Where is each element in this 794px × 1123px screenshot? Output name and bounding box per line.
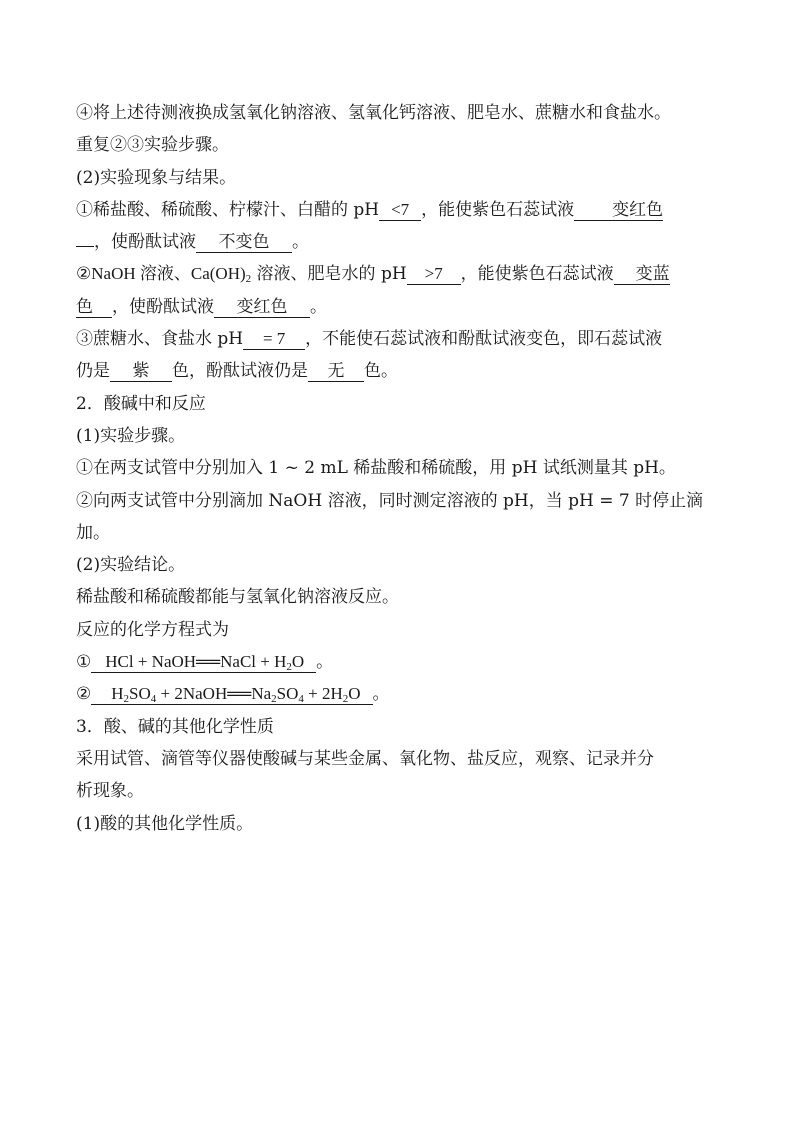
result-neutral-line-2: [76, 355, 726, 387]
equation-text: + 2NaOH══Na: [156, 684, 272, 704]
step-1-line: [76, 452, 726, 484]
text: 3．酸、碱的其他化学性质: [76, 716, 274, 737]
text: 稀盐酸和稀硫酸都能与氢氧化钠溶液反应。: [76, 587, 399, 608]
step-2-line: [76, 485, 726, 517]
subscript: 2: [342, 693, 349, 706]
subscript: 4: [298, 693, 304, 706]
text: 。: [372, 684, 390, 705]
answer-blank: 紫: [110, 361, 172, 382]
text: 。: [316, 652, 334, 673]
heading-acid-properties: [76, 808, 726, 840]
text: 色。: [364, 361, 398, 382]
text: ，能使紫色石蕊试液: [421, 199, 575, 220]
text: (1)实验步骤。: [76, 425, 186, 446]
subscript: 2: [271, 693, 277, 706]
answer-blank: >7: [407, 264, 461, 285]
equation-text: + 2H: [303, 684, 343, 704]
text: ①在两支试管中分别加入 1 ~ 2 mL 稀盐酸和稀硫酸，用 pH 试纸测量其 pH。: [76, 458, 676, 479]
result-neutral-line: [76, 323, 726, 355]
conclusion-line: [76, 581, 726, 613]
answer-blank: 不变色: [196, 232, 292, 253]
text: ②: [76, 684, 92, 705]
answer-blank: 变蓝: [614, 264, 670, 285]
result-bases-line-2: [76, 291, 726, 323]
text: (1)酸的其他化学性质。: [76, 813, 254, 834]
text: 。: [310, 296, 327, 317]
text: ，使酚酞试液: [94, 232, 196, 253]
answer-blank: [91, 652, 316, 673]
text: ③蔗糖水、食盐水 pH: [76, 329, 244, 350]
subscript: 4: [150, 693, 157, 706]
text: 2．酸碱中和反应: [76, 393, 206, 414]
subscript: 2: [286, 661, 292, 674]
text: ，使酚酞试液: [112, 296, 214, 317]
equation-intro: [76, 614, 726, 646]
text: 反应的化学方程式为: [76, 619, 229, 640]
equation-text: H: [111, 684, 124, 704]
text: 。: [292, 232, 309, 253]
text: 采用试管、滴管等仪器使酸碱与某些金属、氧化物、盐反应，观察、记录并分: [76, 748, 654, 769]
answer-blank: [91, 684, 372, 705]
text: 色，酚酞试液仍是: [172, 361, 308, 382]
heading-steps: [76, 420, 726, 452]
answer-blank: [76, 246, 94, 247]
equation-text: SO: [129, 684, 151, 704]
text: ①: [76, 652, 92, 673]
text: ④将上述待测液换成氢氧化钠溶液、氢氧化钙溶液、肥皂水、蔗糖水和食盐水。: [76, 103, 671, 123]
section-heading-other-properties: [76, 711, 726, 743]
text: 溶液、肥皂水的 pH: [251, 264, 407, 285]
subscript: 2: [245, 273, 252, 286]
answer-blank: 色: [76, 297, 112, 318]
text: (2)实验结论。: [76, 555, 186, 576]
method-line-cont: [76, 775, 726, 807]
method-line: [76, 743, 726, 775]
subscript: 2: [123, 693, 130, 706]
text: 析现象。: [76, 781, 144, 802]
text: ②NaOH 溶液、Ca(OH): [76, 264, 246, 284]
text: 重复②③实验步骤。: [76, 135, 229, 156]
equation-1: [76, 646, 726, 678]
answer-blank: 变红色: [574, 200, 663, 221]
document-body: [76, 97, 726, 840]
equation-text: HCl + NaOH══NaCl + H: [105, 652, 287, 672]
text: (2)实验现象与结果。: [76, 167, 237, 188]
text: ，不能使石蕊试液和酚酞试液变色，即石蕊试液: [305, 329, 663, 350]
answer-blank: = 7: [243, 329, 305, 350]
equation-text: O: [291, 652, 305, 672]
repeat-steps-line: [76, 129, 726, 161]
text: ②向两支试管中分别滴加 NaOH 溶液，同时测定溶液的 pH，当 pH = 7 时停止滴: [76, 490, 704, 511]
equation-2: [76, 678, 726, 710]
text: 仍是: [76, 361, 110, 382]
equation-text: O: [348, 684, 361, 704]
step-4-line: [76, 97, 726, 129]
text: ，能使紫色石蕊试液: [460, 264, 614, 285]
answer-blank: 无: [308, 361, 364, 382]
text: ①稀盐酸、稀硫酸、柠檬汁、白醋的 pH: [76, 199, 380, 220]
section-heading-neutralization: [76, 388, 726, 420]
result-acids-line-2: [76, 226, 726, 258]
result-bases-line: [76, 258, 726, 290]
answer-blank: 变红色: [214, 297, 310, 318]
result-acids-line: [76, 194, 726, 226]
step-2-line-cont: [76, 517, 726, 549]
text: 加。: [76, 522, 110, 543]
equation-text: SO: [276, 684, 299, 704]
heading-results: [76, 162, 726, 194]
heading-conclusion: [76, 549, 726, 581]
answer-blank: <7: [379, 200, 421, 221]
